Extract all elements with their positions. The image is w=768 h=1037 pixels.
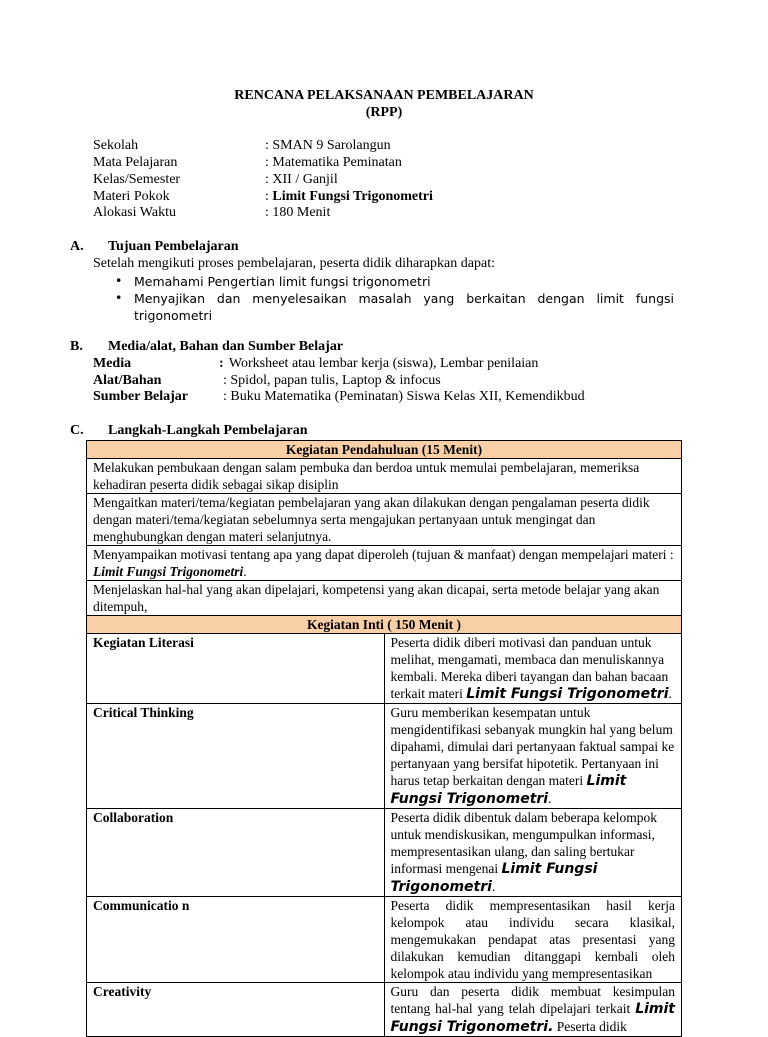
section-letter: B. — [70, 339, 83, 354]
section-letter: A. — [70, 239, 84, 254]
source-value: : Buku Matematika (Peminatan) Siswa Kelas XII, Kemendikbud — [223, 389, 585, 404]
section-letter: C. — [70, 423, 84, 438]
inti-topic: Limit Fungsi Trigonometri — [390, 773, 627, 807]
objective-item: Menyajikan dan menyelesaikan masalah yang berkaitan dengan limit fungsi trigonometri — [134, 291, 674, 323]
inti-label: Collaboration — [87, 809, 385, 897]
inti-text: Peserta didik dibentuk dalam beberapa kelompok untuk mendiskusikan, mengumpulkan informasi, mempresentasikan ulang, dan saling bertukar informasi mengenai — [390, 810, 658, 876]
table-row — [87, 459, 682, 494]
inti-topic: Limit Fungsi Trigonometri — [466, 686, 669, 702]
section-b-heading — [70, 339, 343, 355]
inti-after: Peserta didik — [553, 1019, 627, 1034]
step-text: Menyampaikan motivasi tentang apa yang dapat diperoleh (tujuan & manfaat) dengan mempelajari materi : — [93, 547, 674, 562]
section-a-heading — [70, 239, 239, 255]
media-value-text: Worksheet atau lembar kerja (siswa), Lembar penilaian — [225, 356, 539, 371]
table-row — [87, 581, 682, 616]
info-label: Mata Pelajaran — [93, 155, 178, 170]
info-value: : Matematika Peminatan — [265, 155, 402, 170]
info-label: Sekolah — [93, 138, 139, 153]
document-title: RENCANA PELAKSANAAN PEMBELAJARAN — [234, 88, 534, 103]
tools-value: : Spidol, papan tulis, Laptop & infocus — [223, 373, 441, 388]
info-value — [265, 189, 433, 205]
inti-label: Critical Thinking — [87, 704, 385, 809]
tools-label: Alat/Bahan — [93, 373, 162, 388]
table-row — [87, 704, 682, 809]
section-title: Langkah-Langkah Pembelajaran — [108, 423, 308, 438]
pendahuluan-step: Menyampaikan motivasi tentang apa yang dapat diperoleh (tujuan & manfaat) dengan mempelajari materi : Limit Fungsi Trigonometri. — [87, 546, 682, 581]
table-row — [87, 897, 682, 983]
info-label: Alokasi Waktu — [93, 205, 176, 220]
bullet-dot-icon: • — [115, 290, 123, 305]
info-label: Materi Pokok — [93, 189, 170, 204]
table-row — [87, 441, 682, 459]
inti-description: Peserta didik mempresentasikan hasil kerja kelompok atau individu secara klasikal, mengemukakan pendapat atas presentasi yang dilakukan kemudian ditanggapi kembali oleh kelompok atau individu yang mempresentasikan — [384, 897, 682, 983]
info-value: : XII / Ganjil — [265, 172, 338, 187]
table-row — [87, 546, 682, 581]
table-row — [87, 634, 682, 704]
inti-after: . — [548, 791, 552, 806]
info-value-topic: Limit Fungsi Trigonometri — [272, 189, 433, 204]
inti-after: . — [491, 879, 496, 894]
pendahuluan-step: Melakukan pembukaan dengan salam pembuka dan berdoa untuk memulai pembelajaran, memeriksa kehadiran peserta didik sebagai sikap disiplin — [87, 459, 682, 494]
info-value: : SMAN 9 Sarolangun — [265, 138, 391, 153]
inti-label: Kegiatan Literasi — [87, 634, 385, 704]
media-value: : Worksheet atau lembar kerja (siswa), Lembar penilaian — [219, 356, 539, 371]
objective-item: Memahami Pengertian limit fungsi trigonometri — [134, 274, 431, 289]
inti-description — [384, 704, 682, 809]
step-topic: Limit Fungsi Trigonometri — [93, 564, 244, 579]
pendahuluan-step: Mengaitkan materi/tema/kegiatan pembelajaran yang akan dilakukan dengan pengalaman peserta didik dengan materi/tema/kegiatan sebelumnya serta mengajukan pertanyaan untuk mengingat dan menghubungkan dengan materi selanjutnya. — [87, 494, 682, 546]
pendahuluan-step: Menjelaskan hal-hal yang akan dipelajari, kompetensi yang akan dicapai, serta metode belajar yang akan ditempuh, — [87, 581, 682, 616]
table-row — [87, 616, 682, 634]
info-value-prefix: : — [265, 189, 273, 204]
inti-label: Creativity — [87, 983, 385, 1037]
inti-description — [384, 634, 682, 704]
section-c-heading — [70, 423, 308, 439]
section-title: Tujuan Pembelajaran — [108, 239, 239, 254]
document-subtitle: (RPP) — [365, 105, 403, 120]
inti-text: Guru dan peserta didik membuat kesimpulan tentang hal-hal yang telah dipelajari terkait — [390, 984, 675, 1016]
inti-header: Kegiatan Inti ( 150 Menit ) — [87, 616, 682, 634]
inti-topic: Limit Fungsi Trigonometri. — [390, 1001, 675, 1035]
source-label: Sumber Belajar — [93, 389, 189, 404]
inti-text: Guru memberikan kesempatan untuk mengidentifikasi sebanyak mungkin hal yang belum dipahami, dimulai dari pertanyaan faktual sampai ke pertanyaan yang bersifat hipotetik. Pertanyaan ini harus tetap berkaitan dengan materi — [390, 705, 675, 788]
bullet-dot-icon: • — [115, 273, 123, 288]
table-row — [87, 494, 682, 546]
learning-steps-table — [86, 440, 682, 1037]
info-value: : 180 Menit — [265, 205, 331, 220]
section-a-intro: Setelah mengikuti proses pembelajaran, peserta didik diharapkan dapat: — [93, 256, 495, 271]
inti-after: . — [668, 686, 672, 701]
pendahuluan-header: Kegiatan Pendahuluan (15 Menit) — [87, 441, 682, 459]
inti-topic: Limit Fungsi Trigonometri — [390, 861, 598, 895]
inti-label: Communicatio n — [87, 897, 385, 983]
info-label: Kelas/Semester — [93, 172, 181, 187]
inti-description — [384, 983, 682, 1037]
inti-description — [384, 809, 682, 897]
section-title: Media/alat, Bahan dan Sumber Belajar — [108, 339, 344, 354]
media-label: Media — [93, 356, 132, 371]
inti-text: Peserta didik diberi motivasi dan panduan untuk melihat, mengamati, membaca dan menuliskannya kembali. Mereka diberi tayangan dan bahan bacaan terkait materi — [390, 635, 669, 701]
table-row — [87, 809, 682, 897]
table-row — [87, 983, 682, 1037]
